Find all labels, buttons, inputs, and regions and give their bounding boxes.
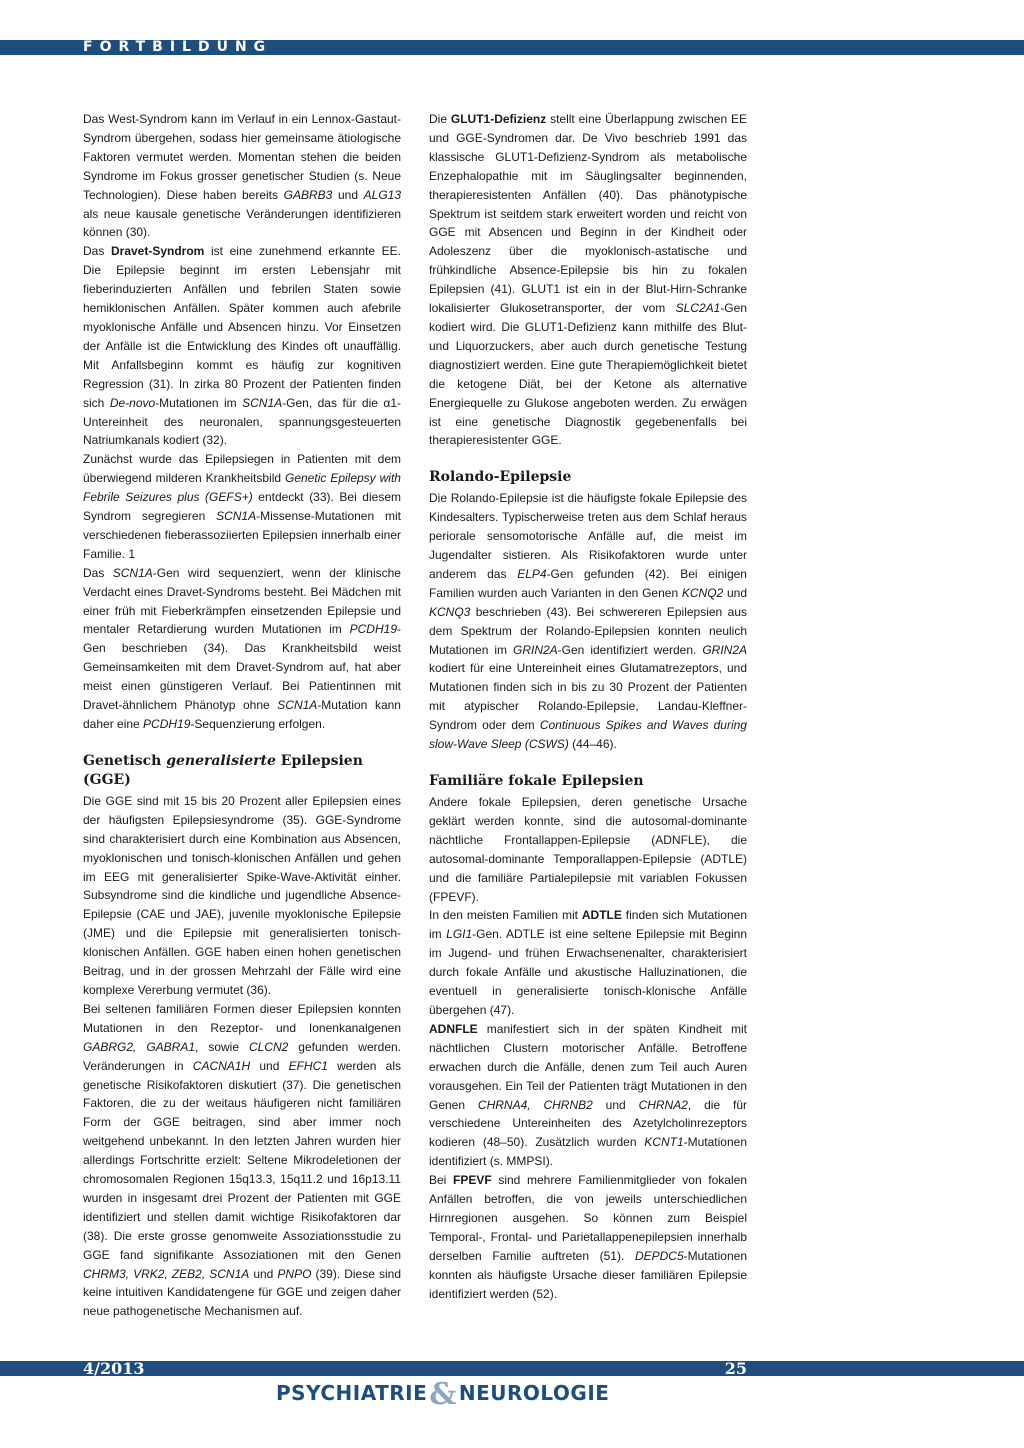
- page-number: 25: [724, 1359, 747, 1378]
- paragraph-west-syndrome: Das West-Syndrom kann im Verlauf in ein Lennox-Gastaut-Syndrom übergehen, sodass hier gemeinsame ätiologische Faktoren vermutet werden. Momentan stehen die beiden Syndrome im Fokus grosser genetischer Studien (s. Neue Technologien). Diese haben bereits GABRB3 und ALG13 als neue kausale genetische Veränderungen identifizieren können (30).: [83, 112, 401, 240]
- paragraph-rolando: Die Rolando-Epilepsie ist die häufigste fokale Epilepsie des Kindesalters. Typischerweise treten aus dem Schlaf heraus periorale sensomotorische Anfälle auf, die meist im Jugendalter sistieren. Als Risikofaktoren wurde unter anderem das ELP4-Gen gefunden (42). Bei einigen Familien wurden auch Varianten in den Genen KCNQ2 und KCNQ3 beschrieben (43). Bei schwereren Epilepsien aus dem Spektrum der Rolando-Epilepsien konnten neulich Mutationen im GRIN2A-Gen identifiziert werden. GRIN2A kodiert für eine Untereinheit eines Glutamatrezeptors, und Mutationen finden sich in bis zu 30 Prozent der Patienten mit atypischer Rolando-Epilepsie, Landau-Kleffner-Syndrom oder dem Continuous Spikes and Waves during slow-Wave Sleep (CSWS) (44–46).: [429, 491, 748, 752]
- right-column: [429, 110, 747, 1303]
- paragraph-gefs: Zunächst wurde das Epilepsiegen in Patienten mit dem überwiegend milderen Krankheitsbild Genetic Epilepsy with Febrile Seizures plus (GEFS+) entdeckt (33). Bei diesem Syndrom segregieren SCN1A-Missense-Mutationen mit verschiedenen fieberassoziierten Epilepsien innerhalb einer Familie. 1: [83, 452, 401, 561]
- footer-bar: [0, 1361, 1024, 1376]
- heading-rolando: Rolando-Epilepsie: [429, 469, 572, 486]
- journal-logo: [276, 1377, 610, 1412]
- left-column: [83, 110, 401, 1321]
- journal-name-right: NEUROLOGIE: [458, 1381, 610, 1405]
- paragraph-scn1a-sequencing: Das SCN1A-Gen wird sequenziert, wenn der klinische Verdacht eines Dravet-Syndroms besteht. Bei Mädchen mit einer früh mit Fieberkrämpfen einsetzenden Epilepsie und mentaler Retardierung wurden Mutationen im PCDH19-Gen beschrieben (34). Das Krankheitsbild weist Gemeinsamkeiten mit dem Dravet-Syndrom auf, hat aber meist einen günstigeren Verlauf. Bei Patientinnen mit Dravet-ähnlichem Phänotyp ohne SCN1A-Mutation kann daher eine PCDH19-Sequenzierung erfolgen.: [83, 565, 401, 731]
- paragraph-gge-intro: Die GGE sind mit 15 bis 20 Prozent aller Epilepsien eines der häufigsten Epilepsiesyndrome (35). GGE-Syndrome sind charakterisiert durch eine Kombination aus Absencen, myoklonischen und tonisch-klonischen Anfällen und gehen im EEG mit generalisierter Spike-Wave-Aktivität einher. Subsyndrome sind die kindliche und jugendliche Absence-Epilepsie (CAE und JAE), juvenile myoklonische Epilepsie (JME) und die Epilepsie mit generalisierten tonisch-klonischen Anfällen. GGE haben einen hohen genetischen Beitrag, und in der grossen Mehrzahl der Fälle wird eine komplexe Vererbung vermutet (36).: [83, 793, 401, 997]
- ampersand-glyph: &: [429, 1377, 457, 1412]
- heading-familiar-focal: Familiäre fokale Epilepsien: [429, 773, 644, 789]
- paragraph-fpevf: Bei FPEVF sind mehrere Familienmitglieder von fokalen Anfällen betroffen, die von jeweils unterschiedlichen Hirnregionen ausgehen. So können zum Beispiel Temporal-, Frontal- und Parietallappenepilepsien innerhalb derselben Familie auftreten (51). DEPDC5-Mutationen konnten als häufigste Ursache dieser familiären Epilepsie identifiziert werden (52).: [429, 1173, 747, 1301]
- paragraph-familiar-intro: Andere fokale Epilepsien, deren genetische Ursache geklärt werden konnte, sind die autosomal-dominante nächtliche Frontallappen-Epilepsie (ADNFLE), die autosomal-dominante Temporallappen-Epilepsie (ADTLE) und die familiäre Partialepilepsie mit variablen Fokussen (FPEVF).: [429, 795, 747, 904]
- journal-name-left: PSYCHIATRIE: [276, 1381, 428, 1405]
- paragraph-dravet: Das Dravet-Syndrom ist eine zunehmend erkannte EE. Die Epilepsie beginnt im ersten Lebensjahr mit fieberinduzierten Anfällen und febrilen Staten sowie hemiklonischen Anfällen. Später kommen auch afebrile myoklonische Anfälle und Absencen hinzu. Vor Einsetzen der Anfälle ist die Entwicklung des Kindes oft unauffällig. Mit Anfallsbeginn kommt es häufig zur kognitiven Regression (31). In zirka 80 Prozent der Patienten finden sich De-novo-Mutationen im SCN1A-Gen, das für die α1-Untereinheit des neuronalen, spannungsgesteuerten Natriumkanals kodiert (32).: [83, 244, 401, 448]
- issue-number: 4/2013: [83, 1359, 145, 1378]
- paragraph-adtle: In den meisten Familien mit ADTLE finden sich Mutationen im LGI1-Gen. ADTLE ist eine seltene Epilepsie mit Beginn im Jugend- und frühen Erwachsenenalter, charakterisiert durch fokale Anfälle und akustische Halluzinationen, die eventuell in generalisierte tonisch-klonische Anfälle übergehen (47).: [429, 908, 748, 1017]
- paragraph-adnfle: ADNFLE manifestiert sich in der späten Kindheit mit nächtlichen Clustern motorischer Anfälle. Betroffene erwachen durch die Anfälle, denen zum Teil auch Auren vorausgehen. Ein Teil der Patienten trägt Mutationen in den Genen CHRNA4, CHRNB2 und CHRNA2, die für verschiedene Untereinheiten des Azetylcholinrezeptors kodieren (48–50). Zusätzlich wurden KCNT1-Mutationen identifiziert (s. MMPSI).: [429, 1021, 747, 1169]
- section-label: FORTBILDUNG: [83, 39, 273, 55]
- heading-gge: Genetisch generalisierte Epilepsien (GGE): [83, 752, 363, 788]
- paragraph-gge-genetics: Bei seltenen familiären Formen dieser Epilepsien konnten Mutationen in den Rezeptor- und Ionenkanalgenen GABRG2, GABRA1, sowie CLCN2 gefunden werden. Veränderungen in CACNA1H und EFHC1 werden als genetische Risikofaktoren diskutiert (37). Die genetischen Faktoren, die zu der weitaus häufigeren nicht familiären Form der GGE beitragen, sind aber immer noch weitgehend unbekannt. In den letzten Jahren wurden hier allerdings Fortschritte erzielt: Seltene Mikrodeletionen der chromosomalen Regionen 15q13.3, 15q11.2 und 16p13.11 wurden in insgesamt drei Prozent der Patienten mit GGE identifiziert und stellen damit wichtige Risikofaktoren dar (38). Die erste grosse genomweite Assoziationsstudie zu GGE fand signifikante Assoziationen mit den Genen CHRM3, VRK2, ZEB2, SCN1A und PNPO (39). Diese sind keine intuitiven Kandidatengene für GGE und zeigen daher neue pathogenetische Mechanismen auf.: [83, 1001, 402, 1319]
- paragraph-glut1: Die GLUT1-Defizienz stellt eine Überlappung zwischen EE und GGE-Syndromen dar. De Vivo beschrieb 1991 das klassische GLUT1-Defizienz-Syndrom als metabolische Enzephalopathie mit im Säuglingsalter beginnenden, therapieresistenten Anfällen (40). Das phänotypische Spektrum ist seitdem stark erweitert worden und reicht von GGE mit Absencen und Beginn in der Kindheit oder Adoleszenz über die myoklonisch-astatische und frühkindliche Absence-Epilepsie bis hin zu fokalen Epilepsien (41). GLUT1 ist ein in der Blut-Hirn-Schranke lokalisierter Glukosetransporter, der vom SLC2A1-Gen kodiert wird. Die GLUT1-Defizienz kann mithilfe des Blut- und Liquorzuckers, aber auch durch genetische Testung diagnostiziert werden. Eine gute Therapiemöglichkeit bietet die ketogene Diät, bei der Ketone als alternative Energiequelle zu Glukose angeboten werden. Zu erwägen ist eine genetische Diagnostik gegebenenfalls bei therapieresistenter GGE.: [429, 112, 747, 448]
